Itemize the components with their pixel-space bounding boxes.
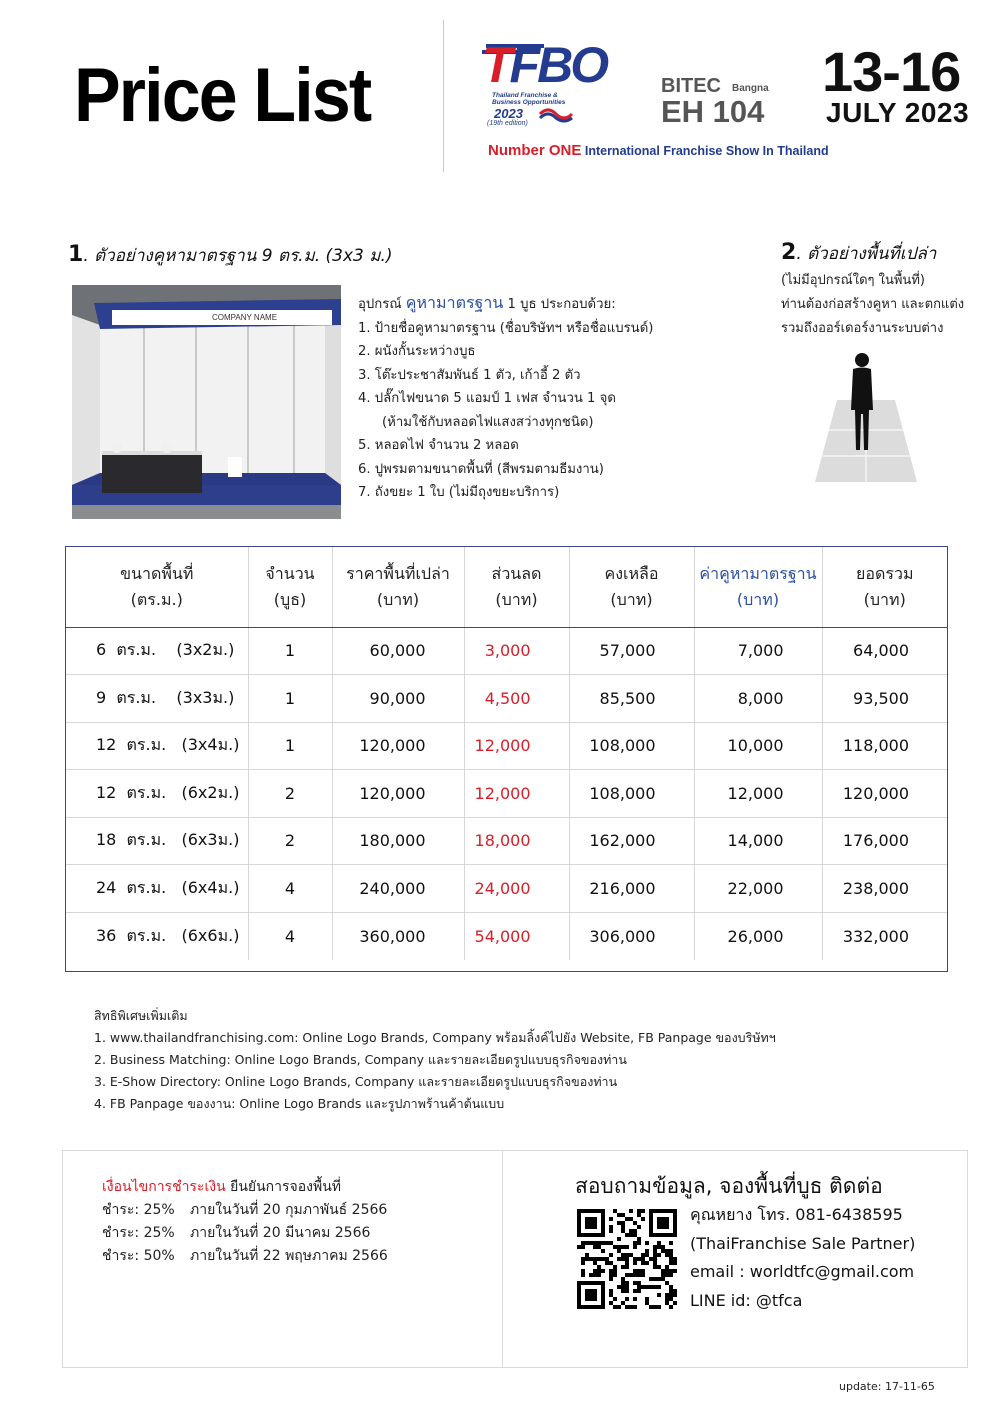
empty-space-figure-icon <box>815 350 917 482</box>
cell-quantity: 4 <box>248 865 332 913</box>
cell-booth-fee: 12,000 <box>694 770 822 818</box>
payment-row: ชำระ: 25% ภายในวันที่ 20 กุมภาพันธ์ 2566 <box>102 1202 388 1218</box>
equipment-item: 6. ปูพรมตามขนาดพื้นที่ (สีพรมตามธีมงาน) <box>358 461 604 477</box>
equipment-item: 2. ผนังกั้นระหว่างบูธ <box>358 344 476 359</box>
col-header-remaining: คงเหลือ (บาท) <box>569 547 694 627</box>
cell-remaining: 108,000 <box>569 722 694 770</box>
cell-size: 6 ตร.ม. (3x2ม.) <box>66 627 248 675</box>
col-header-quantity: จำนวน (บูธ) <box>248 547 332 627</box>
section2-description: (ไม่มีอุปกรณ์ใดๆ ในพื้นที่) ท่านต้องก่อสร้างคูหา และตกแต่ง รวมถึงออร์เดอร์งานระบบต่าง <box>781 273 965 336</box>
cell-space-price: 180,000 <box>332 817 464 865</box>
privilege-item: 3. E-Show Directory: Online Logo Brands, Company และรายละเอียดรูปแบบธุรกิจของท่าน <box>94 1074 618 1089</box>
contact-details <box>690 1201 915 1315</box>
cell-size: 12 ตร.ม. (6x2ม.) <box>66 770 248 818</box>
cell-space-price: 90,000 <box>332 675 464 723</box>
privileges <box>94 1005 776 1115</box>
cell-discount: 3,000 <box>464 627 569 675</box>
table-row <box>66 770 947 818</box>
cell-remaining: 216,000 <box>569 865 694 913</box>
cell-space-price: 240,000 <box>332 865 464 913</box>
tagline: Number ONE International Franchise Show In Thailand <box>488 142 829 159</box>
payment-title: เงื่อนไขการชำระเงิน ยืนยันการจองพื้นที่ <box>102 1179 342 1195</box>
event-dates: 13-16 <box>822 40 961 103</box>
privileges-title: สิทธิพิเศษเพิ่มเติม <box>94 1008 188 1023</box>
booth-sign: COMPANY NAME <box>212 313 278 322</box>
cell-discount: 54,000 <box>464 912 569 960</box>
event-month: JULY 2023 <box>826 97 970 128</box>
cell-space-price: 360,000 <box>332 912 464 960</box>
equipment-item: 1. ป้ายชื่อคูหามาตรฐาน (ชื่อบริษัทฯ หรือชื่อแบรนด์) <box>358 320 654 336</box>
section2-title: 2. ตัวอย่างพื้นที่เปล่า <box>781 240 937 265</box>
handshake-icon <box>538 104 574 124</box>
cell-discount: 12,000 <box>464 770 569 818</box>
cell-remaining: 85,500 <box>569 675 694 723</box>
cell-total: 176,000 <box>822 817 947 865</box>
cell-remaining: 57,000 <box>569 627 694 675</box>
logo-wordmark: TFBO <box>482 37 607 93</box>
cell-quantity: 2 <box>248 817 332 865</box>
table-row <box>66 722 947 770</box>
cell-total: 332,000 <box>842 926 909 946</box>
qr-code-icon[interactable] <box>577 1209 677 1309</box>
header-divider <box>443 20 444 172</box>
contact-email: email : worldtfc@gmail.com <box>690 1262 915 1281</box>
cell-quantity: 1 <box>248 627 332 675</box>
table-row <box>66 675 947 723</box>
cell-total: 64,000 <box>822 627 947 675</box>
cell-booth-fee: 10,000 <box>694 722 822 770</box>
table-row <box>66 817 947 865</box>
cell-space-price: 120,000 <box>332 722 464 770</box>
cell-discount: 12,000 <box>464 722 569 770</box>
cell-size: 24 ตร.ม. (6x4ม.) <box>66 865 248 913</box>
cell-total: 93,500 <box>822 675 947 723</box>
section2 <box>781 240 964 341</box>
equipment-item: 7. ถังขยะ 1 ใบ (ไม่มีถุงขยะบริการ) <box>358 485 560 500</box>
cell-quantity: 1 <box>248 722 332 770</box>
payment-row: ชำระ: 25% ภายในวันที่ 20 มีนาคม 2566 <box>102 1225 371 1241</box>
col-header-discount: ส่วนลด (บาท) <box>464 547 569 627</box>
tfbo-logo <box>482 37 607 130</box>
cell-space-price: 60,000 <box>332 627 464 675</box>
cell-discount: 24,000 <box>464 865 569 913</box>
logo-edition: (19th edition) <box>487 120 528 127</box>
cell-remaining: 306,000 <box>569 912 694 960</box>
privilege-item: 1. www.thailandfranchising.com: Online Logo Brands, Company พร้อมลิ้งค์ไปยัง Website, FB Panpage ของบริษัทฯ <box>94 1030 776 1045</box>
bottom-divider <box>502 1150 503 1368</box>
equipment-list <box>358 291 653 505</box>
equipment-intro: อุปกรณ์ คูหามาตรฐาน 1 บูธ ประกอบด้วย: <box>358 293 616 312</box>
table-row <box>66 627 947 675</box>
cell-discount: 18,000 <box>464 817 569 865</box>
cell-booth-fee: 8,000 <box>694 675 822 723</box>
contact-role: (ThaiFranchise Sale Partner) <box>690 1233 916 1253</box>
cell-remaining: 108,000 <box>569 770 694 818</box>
logo-year: 2023 <box>494 106 523 121</box>
cell-size: 18 ตร.ม. (6x3ม.) <box>66 817 248 865</box>
equipment-item-note: (ห้ามใช้กับหลอดไฟแสงสว่างทุกชนิด) <box>382 414 594 430</box>
privilege-item: 4. FB Panpage ของงาน: Online Logo Brands และรูปภาพร้านค้าต้นแบบ <box>94 1096 505 1111</box>
cell-total: 238,000 <box>822 865 947 913</box>
venue-hall: EH 104 <box>661 94 765 129</box>
privilege-item: 2. Business Matching: Online Logo Brands, Company และรายละเอียดรูปแบบธุรกิจของท่าน <box>94 1052 627 1067</box>
cell-booth-fee: 14,000 <box>694 817 822 865</box>
equipment-item: 5. หลอดไฟ จำนวน 2 หลอด <box>358 438 519 453</box>
contact-name-phone: คุณหยาง โทร. 081-6438595 <box>690 1205 903 1224</box>
cell-space-price: 120,000 <box>332 770 464 818</box>
table-header-row <box>66 547 947 627</box>
cell-booth-fee: 7,000 <box>694 627 822 675</box>
equipment-item: 4. ปลั๊กไฟขนาด 5 แอมป์ 1 เฟส จำนวน 1 จุด <box>358 391 616 406</box>
cell-size: 9 ตร.ม. (3x3ม.) <box>66 675 248 723</box>
cell-quantity: 4 <box>248 912 332 960</box>
cell-discount: 4,500 <box>464 675 569 723</box>
cell-size: 36 ตร.ม. (6x6ม.) <box>66 912 248 960</box>
cell-quantity: 2 <box>248 770 332 818</box>
cell-remaining: 162,000 <box>569 817 694 865</box>
col-header-booth-fee: ค่าคูหามาตรฐาน (บาท) <box>694 547 822 627</box>
cell-quantity: 1 <box>248 675 332 723</box>
cell-booth-fee: 26,000 <box>694 912 822 960</box>
col-header-total: ยอดรวม (บาท) <box>822 547 947 627</box>
venue-name: BITEC <box>661 75 721 97</box>
section1-title: 1. ตัวอย่างคูหามาตรฐาน 9 ตร.ม. (3x3 ม.) <box>68 242 393 267</box>
cell-total: 118,000 <box>822 722 947 770</box>
cell-total: 120,000 <box>822 770 947 818</box>
logo-subtitle: Thailand Franchise & Business Opportunities <box>492 92 566 107</box>
payment-terms <box>102 1176 388 1268</box>
venue-sub: Bangna <box>732 83 769 94</box>
cell-booth-fee: 22,000 <box>694 865 822 913</box>
table-row <box>66 865 947 913</box>
payment-row: ชำระ: 50% ภายในวันที่ 22 พฤษภาคม 2566 <box>102 1248 388 1264</box>
equipment-item: 3. โต๊ะประชาสัมพันธ์ 1 ตัว, เก้าอี้ 2 ตัว <box>358 367 581 383</box>
cell-size: 12 ตร.ม. (3x4ม.) <box>66 722 248 770</box>
page-title: Price List <box>74 53 371 138</box>
table-row <box>66 912 947 960</box>
standard-booth-photo <box>72 285 341 519</box>
col-header-size: ขนาดพื้นที่ (ตร.ม.) <box>66 547 248 627</box>
price-table <box>65 546 948 972</box>
update-date: update: 17-11-65 <box>839 1380 935 1393</box>
contact-line-id: LINE id: @tfca <box>690 1290 803 1310</box>
contact-title: สอบถามข้อมูล, จองพื้นที่บูธ ติดต่อ <box>575 1174 883 1198</box>
col-header-space-price: ราคาพื้นที่เปล่า (บาท) <box>332 547 464 627</box>
